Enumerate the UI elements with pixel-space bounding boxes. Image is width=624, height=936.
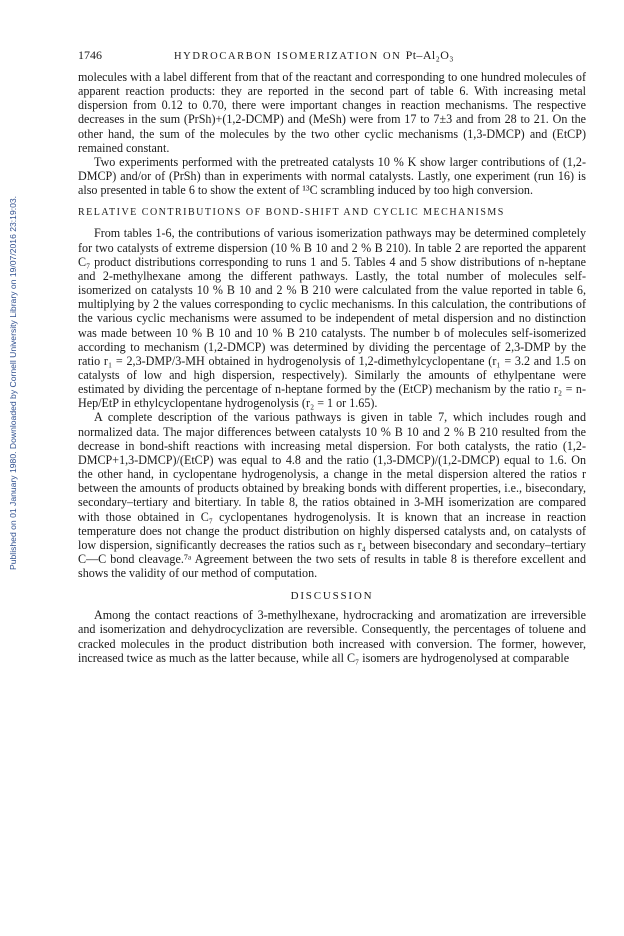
running-title-formula: Pt–Al₂O₃ [405,48,454,62]
download-notice-text: Published on 01 January 1980. Downloaded by Cornell University Library on 19/07/2016 23:19:03. [8,195,18,570]
download-notice [8,150,20,570]
page-number: 1746 [78,48,102,62]
section-heading: RELATIVE CONTRIBUTIONS OF BOND-SHIFT AND CYCLIC MECHANISMS [78,207,505,219]
body-paragraph: From tables 1-6, the contributions of various isomerization pathways may be determined completely for two catalysts of extreme dispersion (10 % B 10 and 2 % B 210). In table 2 are reported the apparent C₇ product distributions corresponding to runs 1 and 5. Tables 4 and 5 show distributions of n-heptane and 2-methylhexane among the different pathways. Lastly, the total number of molecules self-isomerized on catalysts 10 % B 10 and 2 % B 210 were calculated from the value reported in table 6, multiplying by 2 the values corresponding to cyclic mechanisms. In this calculation, the contributions of the various cyclic mechanisms were assumed to be independent of metal dispersion and no distinction was made between 10 % B 10 and 10 % B 210 catalysts. The number b of molecules self-isomerized according to mechanism (1,2-DMCP) was determined by dividing the percentage of 2,3-DMP by the ratio r₁ = 2,3-DMP/3-MH obtained in hydrogenolysis of 1,2-dimethylcyclopentane (r₁ = 3.2 and 1.5 on catalysts of low and high dispersion, respectively). Similarly the amounts of ethylpentane were estimated by dividing the percentage of n-heptane formed by the (EtCP) mechanism by the ratio r₂ = n-Hep/EtP in ethylcyclopentane hydrogenolysis (r₂ = 1 or 1.65). [78,226,586,411]
body-paragraph: A complete description of the various pathways is given in table 7, which includes rough and normalized data. The major differences between catalysts 10 % B 10 and 2 % B 210 resulted from the decrease in bond-shift reactions with increasing metal dispersion. For both catalysts, the ratio (1,2-DMCP+1,3-DMCP)/(EtCP) was equal to 4.8 and the ratio (1,3-DMCP)/(1,2-DMCP) equal to 1.6. On the other hand, in cyclopentane hydrogenolysis, a change in the metal dispersion altered the ratios r between the amounts of products obtained by breaking bonds with different properties, i.e., bisecondary, secondary–tertiary and bitertiary. In table 8, the ratios obtained in 3-MH isomerization are compared with those obtained in C₇ cyclopentanes hydrogenolysis. It is known that an increase in reaction temperature does not change the product distribution on highly dispersed catalysts and, on catalysts of low dispersion, significantly decreases the ratios such as r₄ between bisecondary and secondary–tertiary C—C bond cleavage.⁷ᵃ Agreement between the two sets of results in table 8 is therefore excellent and shows the validity of our method of computation. [78,410,586,581]
running-title [174,48,454,63]
running-title-text: HYDROCARBON ISOMERIZATION ON [174,51,402,62]
running-header [78,48,586,70]
section-heading: DISCUSSION [290,590,374,603]
body-paragraph: Two experiments performed with the pretreated catalysts 10 % K show larger contributions of (1,2-DMCP) and/or of (PrSh) than in experiments with normal catalysts. Lastly, one experiment (run 16) is also presented in table 6 to show the extent of ¹³C scrambling induced by too high conversion. [78,154,586,198]
body-paragraph: Among the contact reactions of 3-methylhexane, hydrocracking and aromatization are irreversible and isomerization and dehydrocyclization are reversible. Consequently, the percentages of toluene and cracked molecules in the product distribution both increased with conversion. The former, however, increased twice as much as the latter because, while all C₇ isomers are hydrogenolysed at comparable [78,608,586,665]
paper-page [78,48,586,665]
body-paragraph: molecules with a label different from that of the reactant and corresponding to one hundred molecules of apparent reaction products: they are reported in the second part of table 6. With increasing metal dispersion from 0.12 to 0.70, there were important changes in reaction mechanisms. The respective decreases in the sum (PrSh)+(1,2-DCMP) and (MeSh) were from 17 to 7±3 and from 28 to 21. On the other hand, the sum of the molecules by the two other cyclic mechanisms (1,3-DMCP) and (EtCP) remained constant. [78,70,586,155]
